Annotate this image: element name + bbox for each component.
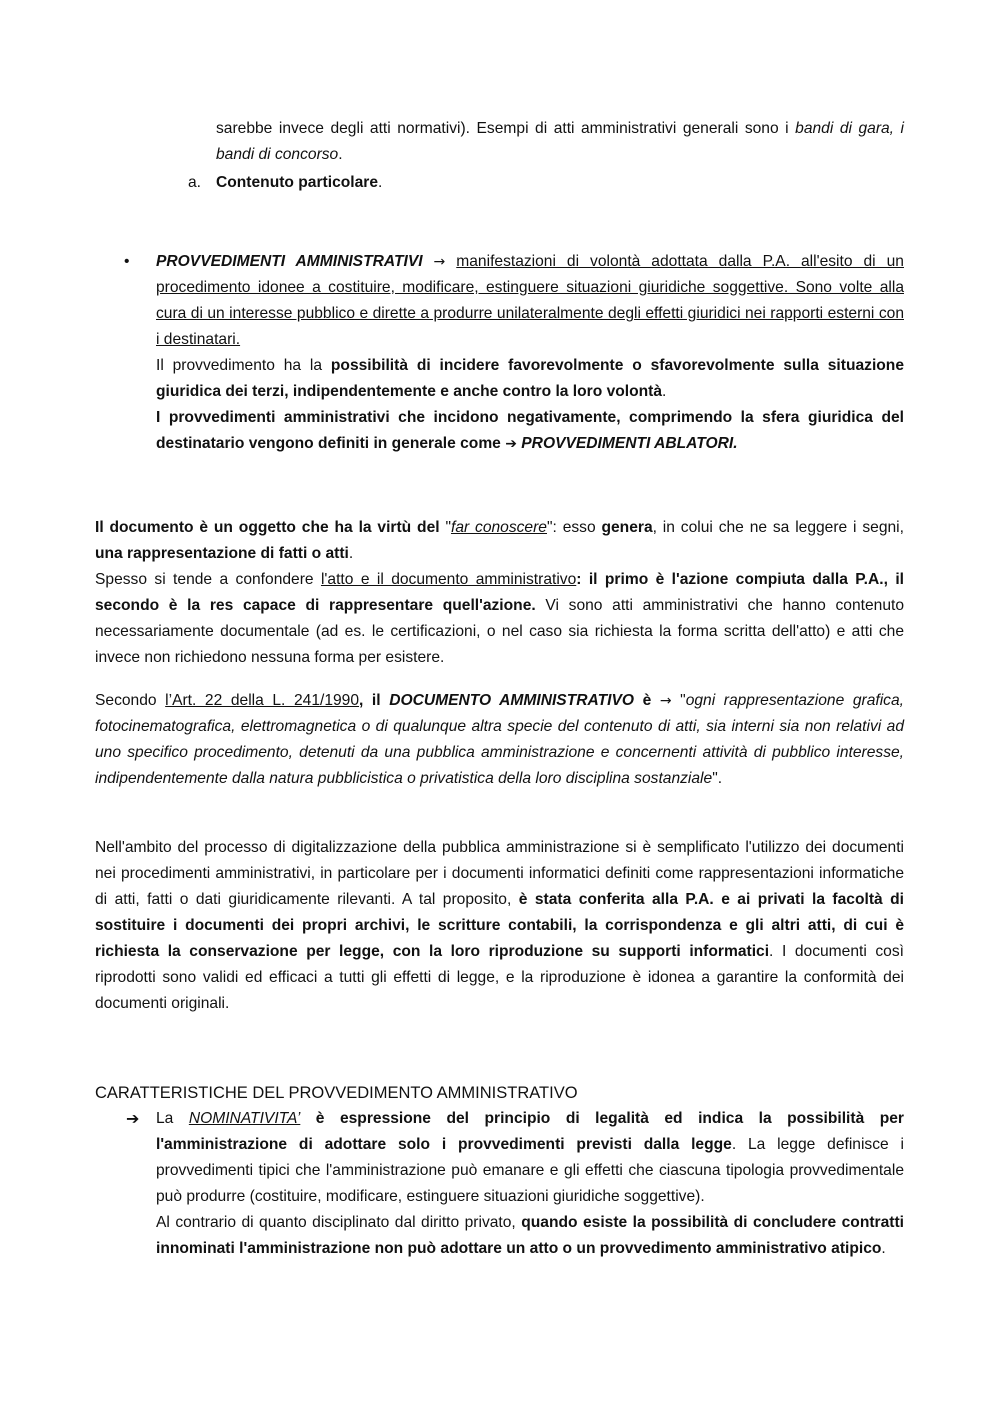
bullet-icon: • <box>124 253 130 270</box>
list-continuation-text <box>216 116 904 168</box>
bold-text: una rappresentazione di fatti o atti <box>95 545 349 562</box>
bold-text: , il <box>359 692 390 709</box>
list-marker-a: a. <box>188 174 202 191</box>
text-run: . <box>338 146 343 163</box>
bold-text: : il primo è l'azione compiuta dalla P.A., il secondo è la res capace di rappresentare quell'azione. <box>95 571 904 614</box>
bold-text: quando esiste la possibilità di concludere contratti innominati l'amministrazione non può adottare un atto o un provvedimento amministrativo atipico <box>156 1214 904 1257</box>
section-heading: CARATTERISTICHE DEL PROVVEDIMENTO AMMINISTRATIVO <box>95 1084 578 1102</box>
text-run: Spesso si tende a confondere <box>95 571 321 588</box>
bold-text: I provvedimenti amministrativi che incidono negativamente, comprimendo la sfera giuridica del destinatario vengono definiti in generale come <box>156 409 904 452</box>
digitalizzazione-paragraph <box>95 835 904 1017</box>
bold-text: è stata conferita alla P.A. e ai privati la facoltà di sostituire i documenti dei propri archivi, le scritture contabili, la corrispondenza e gli altri atti, di cui è richiesta la conservazione per legge, con la loro riproduzione su supporti informatici <box>95 891 904 960</box>
bold-text: è espressione del principio di legalità ed indica la possibilità per l'amministrazione di adottare solo i provvedimenti previsti dalla legge <box>156 1110 904 1153</box>
text-run: , in colui che ne sa leggere i segni, <box>652 519 904 536</box>
bold-text: genera <box>601 519 653 536</box>
articolo-paragraph <box>95 688 904 792</box>
arrow-right-icon: → <box>433 254 446 270</box>
bold-text: possibilità di incidere favorevolmente o sfavorevolmente sulla situazione giuridica dei terzi, indipendentemente e anche contro la loro volontà <box>156 357 904 400</box>
bold-term: Contenuto particolare <box>216 174 379 191</box>
text-run: . La legge definisce i provvedimenti tipici che l'amministrazione può emanare e gli effetti che ciascuna tipologia provvedimentale può produrre (costituire, modificare, estinguere situazioni giuridiche soggettive). <box>156 1136 904 1205</box>
text-run: Vi sono atti amministrativi che hanno contenuto necessariamente documentale (ad es. le certificazioni, o nel caso sia richiesta la forma scritta dell'atto) e atti che invece non richiedono nessuna forma per esistere. <box>95 597 904 666</box>
text-run: " <box>445 519 451 536</box>
text-run: . <box>662 383 667 400</box>
arrow-right-icon: ➔ <box>505 436 517 452</box>
provvedimenti-title: PROVVEDIMENTI AMMINISTRATIVI <box>156 253 423 270</box>
underlined-definition: manifestazioni di volontà adottata dalla P.A. all'esito di un procedimento idonee a costituire, modificare, estinguere situazioni giuridiche soggettive. Sono volte alla cura di un interesse pubblico e dirette a produrre unilateralmente degli effetti giuridici nei rapporti esterni con i destinatari. <box>156 253 904 348</box>
text-run: . <box>348 545 354 562</box>
arrow-bullet-icon: ➔ <box>126 1109 140 1128</box>
law-reference: l’Art. 22 della L. 241/1990 <box>165 692 360 709</box>
far-conoscere-term: far conoscere <box>450 519 547 536</box>
text-run: ". <box>712 770 723 787</box>
text-run: . I documenti così riprodotti sono validi ed efficaci a tutti gli effetti di legge, e la riproduzione è idonea a garantire la conformità dei documenti originali. <box>95 943 904 1012</box>
documento-term: DOCUMENTO AMMINISTRATIVO <box>389 692 634 709</box>
law-quote: ogni rappresentazione grafica, fotocinematografica, elettromagnetica o di qualunque altra specie del contenuto di atti, sia interni sia non relativi ad uno specifico procedimento, detenuti da una pubblica amministrazione e concernenti attività di pubblico interesse, indipendentemente dalla natura pubblicistica o privatistica della loro disciplina sostanziale <box>95 692 904 787</box>
text-run: " <box>671 692 686 709</box>
ablatori-term: PROVVEDIMENTI ABLATORI. <box>521 435 738 452</box>
contratti-paragraph <box>156 1210 904 1262</box>
nominativita-term: NOMINATIVITA’ <box>188 1110 301 1127</box>
text-run: Secondo <box>95 692 166 709</box>
provvedimenti-definition <box>156 249 904 353</box>
nominativita-paragraph <box>156 1106 904 1210</box>
underlined-text: l'atto e il documento amministrativo <box>320 571 577 588</box>
italic-examples: bandi di gara, i bandi di concorso <box>216 120 904 163</box>
provvedimenti-paragraph-2 <box>156 353 904 405</box>
text-run: Il provvedimento ha la <box>156 357 331 374</box>
documento-paragraph <box>95 515 904 671</box>
text-run: sarebbe invece degli atti normativi). Esempi di atti amministrativi generali sono i <box>216 120 796 137</box>
text-run: Al contrario di quanto disciplinato dal diritto privato, <box>156 1214 522 1231</box>
text-run: . <box>881 1240 886 1257</box>
text-run: La <box>156 1110 189 1127</box>
list-item-contenuto <box>216 170 904 196</box>
bold-text: Il documento è un oggetto che ha la virtù del <box>95 519 446 536</box>
text-run: Nell'ambito del processo di digitalizzazione della pubblica amministrazione si è semplificato l'utilizzo dei documenti nei procedimenti amministrativi, in particolare per i documenti informatici definiti come rappresentazioni informatiche di atti, fatti o dati giuridicamente rilevanti. A tal proposito, <box>95 839 904 908</box>
text-run: ": esso <box>546 519 602 536</box>
provvedimenti-paragraph-3 <box>156 405 904 457</box>
arrow-right-icon: → <box>659 693 672 709</box>
text-run: . <box>378 174 383 191</box>
bold-text: è <box>633 692 660 709</box>
